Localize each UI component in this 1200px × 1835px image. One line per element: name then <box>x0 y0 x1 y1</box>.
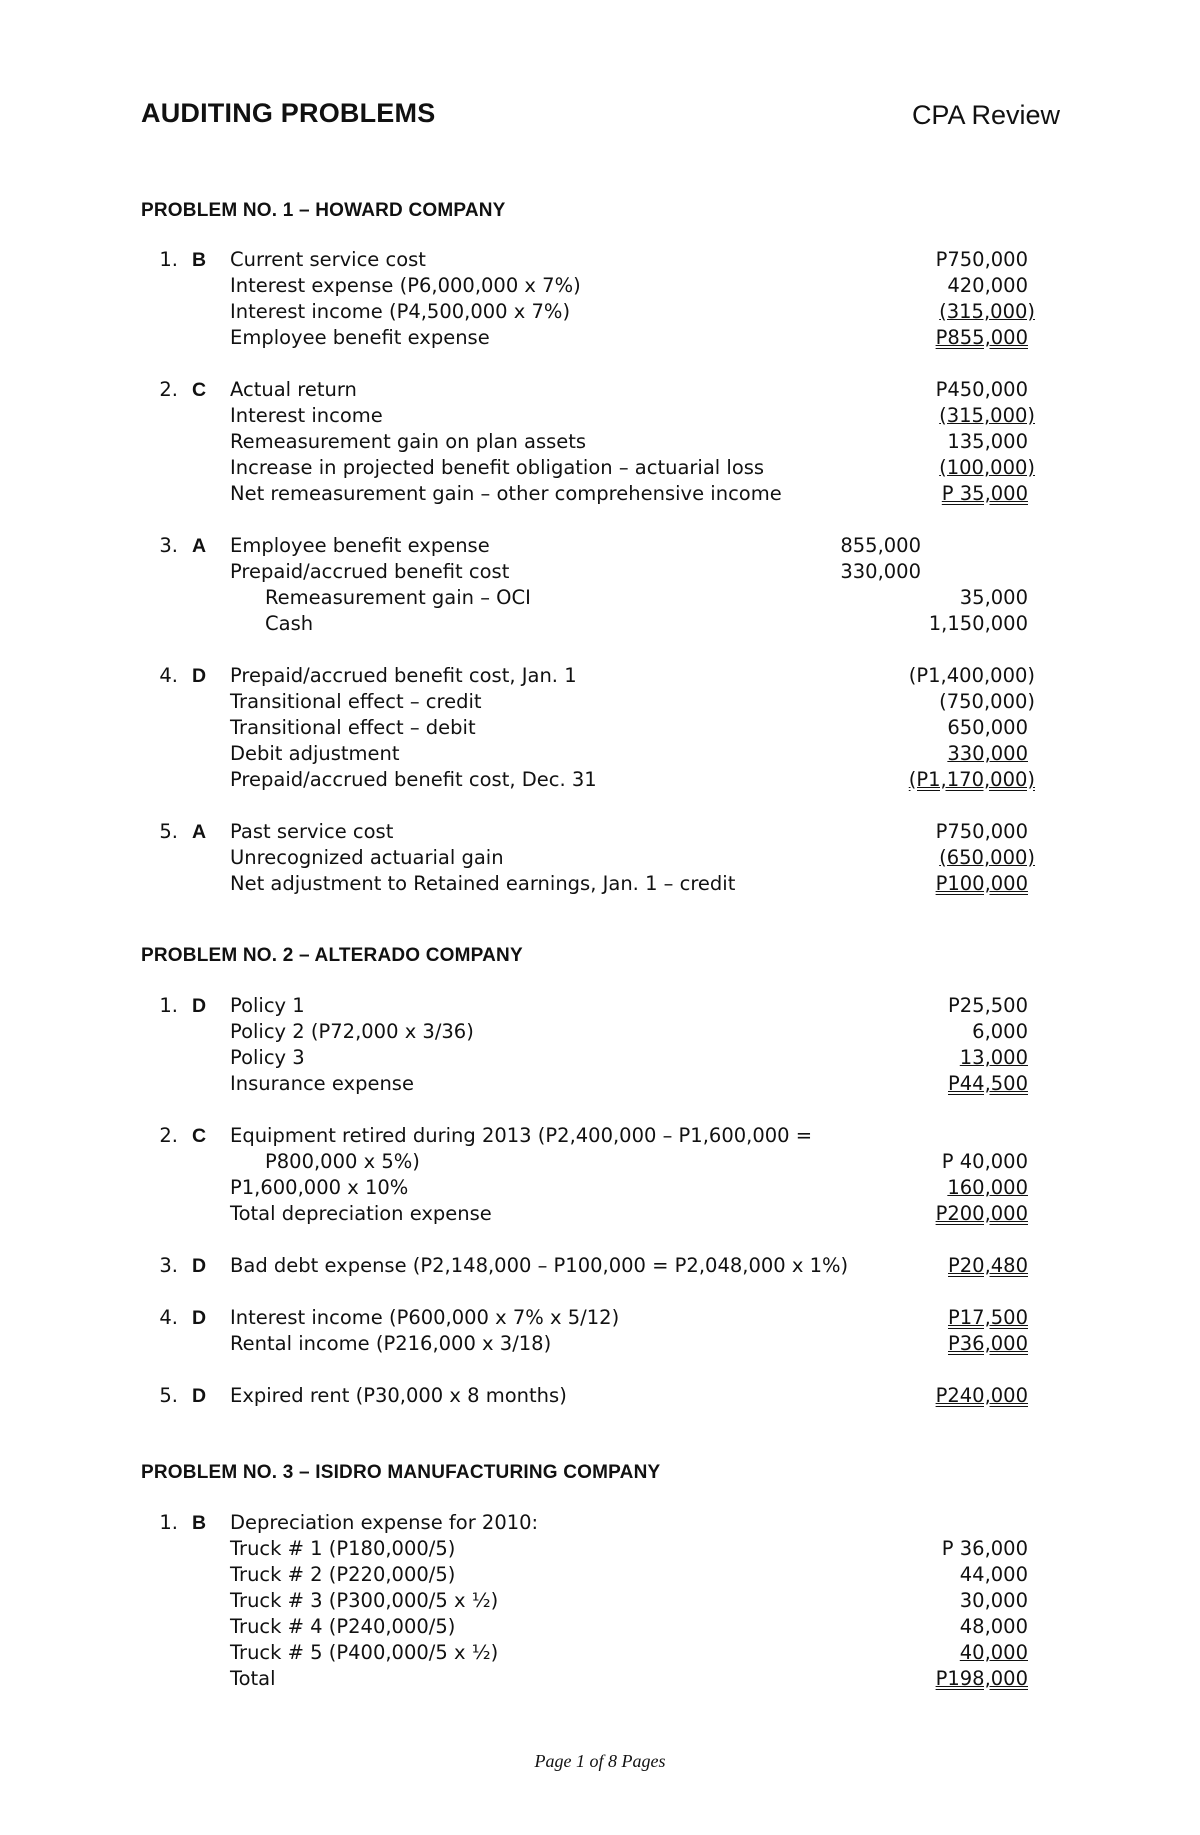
question-number: 4. <box>159 1306 178 1329</box>
line-amount: 330,000 <box>947 742 1028 765</box>
answer-letter: C <box>192 1125 207 1147</box>
line-row <box>0 819 1200 845</box>
line-row <box>0 845 1200 871</box>
question-number: 4. <box>159 664 178 687</box>
line-row <box>0 1305 1200 1331</box>
answer-letter: D <box>192 665 207 687</box>
total-amount: P36,000 <box>948 1332 1028 1355</box>
question-number: 2. <box>159 1124 178 1147</box>
line-label: Insurance expense <box>230 1072 414 1095</box>
line-amount: 30,000 <box>959 1589 1028 1612</box>
line-label: Increase in projected benefit obligation – actuarial loss <box>230 456 765 479</box>
line-amount: 135,000 <box>947 430 1028 453</box>
p2-question-4 <box>0 1305 1200 1357</box>
question-number: 3. <box>159 534 178 557</box>
line-label: Remeasurement gain on plan assets <box>230 430 587 453</box>
line-label: Policy 2 (P72,000 x 3/36) <box>230 1020 474 1043</box>
line-label: Prepaid/accrued benefit cost <box>230 560 510 583</box>
debit-amount: 855,000 <box>840 534 921 557</box>
line-label: Cash <box>265 612 314 635</box>
p2-question-3 <box>0 1253 1200 1279</box>
line-label: Remeasurement gain – OCI <box>265 586 531 609</box>
line-label: Depreciation expense for 2010: <box>230 1511 539 1534</box>
line-amount: P 40,000 <box>941 1150 1028 1173</box>
line-label: Total depreciation expense <box>230 1202 492 1225</box>
line-amount: 6,000 <box>972 1020 1028 1043</box>
line-amount: 44,000 <box>959 1563 1028 1586</box>
line-amount: P25,500 <box>948 994 1028 1017</box>
question-number: 5. <box>159 1384 178 1407</box>
question-number: 3. <box>159 1254 178 1277</box>
total-amount: P17,500 <box>948 1306 1028 1329</box>
line-label: P800,000 x 5%) <box>265 1150 420 1173</box>
line-label: Current service cost <box>230 248 426 271</box>
p1-question-4 <box>0 663 1200 793</box>
line-row <box>0 481 1200 507</box>
answer-letter: A <box>192 535 207 557</box>
line-amount: (650,000) <box>939 846 1035 869</box>
line-label: Total <box>230 1667 276 1690</box>
line-amount: 40,000 <box>959 1641 1028 1664</box>
line-row <box>0 993 1200 1019</box>
total-amount: (P1,170,000) <box>908 768 1035 791</box>
line-row <box>0 1510 1200 1536</box>
line-row <box>0 741 1200 767</box>
answer-letter: D <box>192 1385 207 1407</box>
question-number: 5. <box>159 820 178 843</box>
total-amount: P198,000 <box>935 1667 1028 1690</box>
line-label: Interest income <box>230 404 383 427</box>
line-row <box>0 1666 1200 1692</box>
line-row <box>0 1536 1200 1562</box>
line-label: Truck # 1 (P180,000/5) <box>230 1537 456 1560</box>
line-amount: 650,000 <box>947 716 1028 739</box>
line-label: Interest income (P600,000 x 7% x 5/12) <box>230 1306 620 1329</box>
line-label: Truck # 3 (P300,000/5 x ½) <box>230 1589 499 1612</box>
line-row <box>0 377 1200 403</box>
total-amount: P100,000 <box>935 872 1028 895</box>
line-label: P1,600,000 x 10% <box>230 1176 409 1199</box>
line-amount: (P1,400,000) <box>908 664 1035 687</box>
line-amount: 48,000 <box>959 1615 1028 1638</box>
line-row <box>0 1019 1200 1045</box>
p2-question-2 <box>0 1123 1200 1227</box>
line-label: Interest income (P4,500,000 x 7%) <box>230 300 571 323</box>
line-amount: P450,000 <box>935 378 1028 401</box>
line-row <box>0 1640 1200 1666</box>
line-row <box>0 585 1200 611</box>
credit-amount: 35,000 <box>959 586 1028 609</box>
question-number: 2. <box>159 378 178 401</box>
line-label: Unrecognized actuarial gain <box>230 846 504 869</box>
problem-1-title: PROBLEM NO. 1 – HOWARD COMPANY <box>141 200 506 221</box>
line-row <box>0 533 1200 559</box>
line-row <box>0 1149 1200 1175</box>
line-row <box>0 1123 1200 1149</box>
credit-amount: 1,150,000 <box>928 612 1028 635</box>
answer-letter: A <box>192 821 207 843</box>
line-label: Truck # 2 (P220,000/5) <box>230 1563 456 1586</box>
p1-question-1 <box>0 247 1200 351</box>
line-label: Prepaid/accrued benefit cost, Jan. 1 <box>230 664 577 687</box>
line-amount: (750,000) <box>939 690 1035 713</box>
line-row <box>0 325 1200 351</box>
line-label: Transitional effect – debit <box>230 716 476 739</box>
total-amount: P20,480 <box>948 1254 1028 1277</box>
p2-question-1 <box>0 993 1200 1097</box>
line-row <box>0 611 1200 637</box>
line-row <box>0 455 1200 481</box>
line-label: Interest expense (P6,000,000 x 7%) <box>230 274 581 297</box>
total-amount: P240,000 <box>935 1384 1028 1407</box>
line-row <box>0 1614 1200 1640</box>
line-label: Employee benefit expense <box>230 534 490 557</box>
total-amount: P 35,000 <box>941 482 1028 505</box>
line-row <box>0 559 1200 585</box>
line-amount: 420,000 <box>947 274 1028 297</box>
problem-3-title: PROBLEM NO. 3 – ISIDRO MANUFACTURING COMPANY <box>141 1462 661 1483</box>
line-row <box>0 1588 1200 1614</box>
line-row <box>0 1331 1200 1357</box>
line-row <box>0 689 1200 715</box>
line-amount: P750,000 <box>935 820 1028 843</box>
line-label: Employee benefit expense <box>230 326 490 349</box>
line-label: Truck # 4 (P240,000/5) <box>230 1615 456 1638</box>
line-row <box>0 1175 1200 1201</box>
line-label: Past service cost <box>230 820 394 843</box>
total-amount: P855,000 <box>935 326 1028 349</box>
answer-letter: D <box>192 1307 207 1329</box>
total-amount: P44,500 <box>948 1072 1028 1095</box>
document-subtitle: CPA Review <box>911 100 1060 130</box>
line-label: Net adjustment to Retained earnings, Jan. 1 – credit <box>230 872 736 895</box>
line-row <box>0 871 1200 897</box>
line-row <box>0 1045 1200 1071</box>
line-row <box>0 299 1200 325</box>
line-label: Prepaid/accrued benefit cost, Dec. 31 <box>230 768 597 791</box>
debit-amount: 330,000 <box>840 560 921 583</box>
line-label: Actual return <box>230 378 357 401</box>
p1-question-2 <box>0 377 1200 507</box>
answer-letter: D <box>192 995 207 1017</box>
line-row <box>0 1562 1200 1588</box>
line-amount: P750,000 <box>935 248 1028 271</box>
line-label: Rental income (P216,000 x 3/18) <box>230 1332 552 1355</box>
line-row <box>0 429 1200 455</box>
line-row <box>0 663 1200 689</box>
line-row <box>0 403 1200 429</box>
line-label: Policy 3 <box>230 1046 305 1069</box>
problem-2-title: PROBLEM NO. 2 – ALTERADO COMPANY <box>141 945 523 966</box>
question-number: 1. <box>159 994 178 1017</box>
answer-letter: D <box>192 1255 207 1277</box>
page-footer: Page 1 of 8 Pages <box>534 1751 666 1771</box>
total-amount: P200,000 <box>935 1202 1028 1225</box>
line-row <box>0 1253 1200 1279</box>
line-label: Debit adjustment <box>230 742 400 765</box>
question-number: 1. <box>159 1511 178 1534</box>
answer-letter: C <box>192 379 207 401</box>
line-row <box>0 715 1200 741</box>
line-amount: P 36,000 <box>941 1537 1028 1560</box>
line-label: Expired rent (P30,000 x 8 months) <box>230 1384 567 1407</box>
line-amount: 13,000 <box>959 1046 1028 1069</box>
line-row <box>0 247 1200 273</box>
p3-question-1 <box>0 1510 1200 1692</box>
line-label: Truck # 5 (P400,000/5 x ½) <box>230 1641 499 1664</box>
line-amount: (315,000) <box>939 300 1035 323</box>
line-label: Bad debt expense (P2,148,000 – P100,000 = P2,048,000 x 1%) <box>230 1254 849 1277</box>
line-row <box>0 1071 1200 1097</box>
line-label: Equipment retired during 2013 (P2,400,000 – P1,600,000 = <box>230 1124 813 1147</box>
answer-letter: B <box>192 1512 207 1534</box>
line-row <box>0 1383 1200 1409</box>
line-amount: (100,000) <box>939 456 1035 479</box>
p1-question-5 <box>0 819 1200 897</box>
p2-question-5 <box>0 1383 1200 1409</box>
line-label: Policy 1 <box>230 994 305 1017</box>
p1-question-3 <box>0 533 1200 637</box>
document-title: AUDITING PROBLEMS <box>141 98 436 128</box>
line-amount: 160,000 <box>947 1176 1028 1199</box>
line-row <box>0 273 1200 299</box>
line-label: Net remeasurement gain – other comprehensive income <box>230 482 782 505</box>
answer-letter: B <box>192 249 207 271</box>
question-number: 1. <box>159 248 178 271</box>
line-amount: (315,000) <box>939 404 1035 427</box>
line-row <box>0 1201 1200 1227</box>
line-label: Transitional effect – credit <box>230 690 482 713</box>
line-row <box>0 767 1200 793</box>
